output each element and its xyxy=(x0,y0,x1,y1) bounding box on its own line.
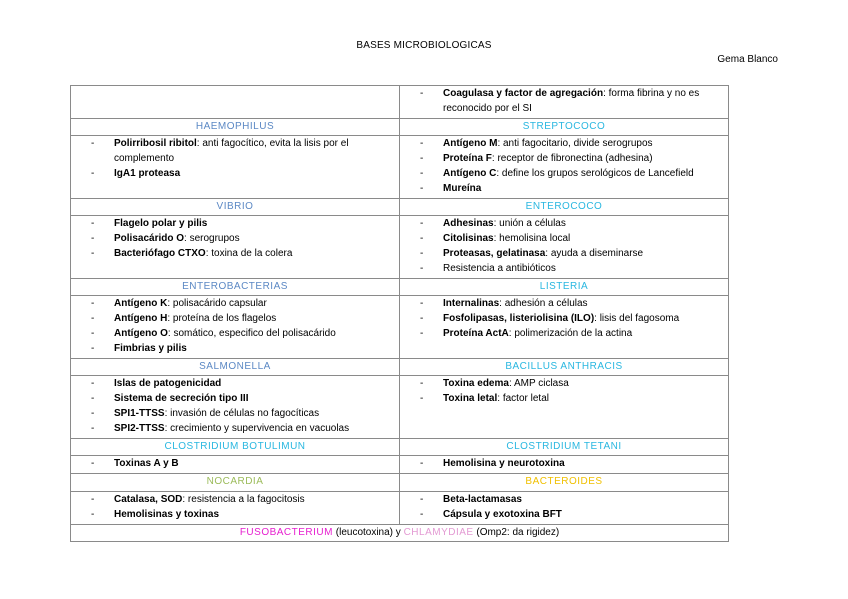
factor-term: SPI1-TTSS xyxy=(114,407,165,419)
bacillus-anthracis-cell xyxy=(400,376,729,438)
list-item xyxy=(71,422,395,437)
factor-term: Antígeno H xyxy=(114,313,168,325)
intro-right-list xyxy=(400,87,728,117)
list-item xyxy=(400,167,724,182)
list-item xyxy=(71,232,395,247)
factor-description: : forma fibrina y no es reconocido por el SI xyxy=(443,88,700,114)
salmonella-cell xyxy=(71,376,400,438)
factor-term: Fimbrias y pilis xyxy=(114,342,187,354)
list-item xyxy=(400,392,724,407)
factor-term: Internalinas xyxy=(443,298,500,310)
list-item xyxy=(400,297,724,312)
nocardia-header: NOCARDIA xyxy=(71,474,400,492)
list-item xyxy=(400,457,724,472)
bacteroides-list xyxy=(400,493,728,523)
salmonella-header: SALMONELLA xyxy=(71,358,400,376)
clostridium-botulimun-header: CLOSTRIDIUM BOTULIMUN xyxy=(71,438,400,456)
list-item xyxy=(400,377,724,392)
section-content-row xyxy=(71,376,729,438)
factor-description: : polimerización de la actina xyxy=(508,327,633,339)
section-content-row xyxy=(71,216,729,278)
factor-term: Hemolisina y neurotoxina xyxy=(443,458,565,470)
author-name: Gema Blanco xyxy=(717,54,778,65)
enterococo-cell xyxy=(400,216,729,278)
factor-term: Adhesinas xyxy=(443,218,494,230)
listeria-cell xyxy=(400,296,729,358)
haemophilus-cell xyxy=(71,136,400,198)
list-item xyxy=(71,493,395,508)
factor-term: Polisacárido O xyxy=(114,233,185,245)
list-item xyxy=(400,247,724,262)
factor-description: : anti fagocitario, divide serogrupos xyxy=(497,138,653,150)
list-item xyxy=(400,262,724,277)
footer-text-1: (leucotoxina) y xyxy=(332,526,404,538)
factor-term: Catalasa, SOD xyxy=(114,493,183,505)
factor-term: Toxinas A y B xyxy=(114,458,179,470)
streptococo-list xyxy=(400,137,728,196)
chlamydiae-label: CHLAMYDIAE xyxy=(403,526,474,538)
list-item xyxy=(71,377,395,392)
document-title: BASES MICROBIOLOGICAS xyxy=(356,40,492,51)
factor-term: Flagelo polar y pilis xyxy=(114,218,208,230)
factor-term: IgA1 proteasa xyxy=(114,167,181,179)
bacteroides-header: BACTEROIDES xyxy=(400,474,729,492)
factor-term: Bacteriófago CTXO xyxy=(114,247,206,259)
factor-term: Coagulasa y factor de agregación xyxy=(443,88,604,99)
bacillus-anthracis-header: BACILLUS ANTHRACIS xyxy=(400,358,729,376)
factor-description: : receptor de fibronectina (adhesina) xyxy=(491,153,653,165)
factor-description: : serogrupos xyxy=(184,233,240,245)
section-content-row xyxy=(71,491,729,524)
factor-term: Citolisinas xyxy=(443,233,494,245)
factor-description: Resistencia a antibióticos xyxy=(443,262,556,274)
list-item xyxy=(400,327,724,342)
intro-right-cell xyxy=(400,86,729,119)
list-item xyxy=(71,167,395,182)
list-item xyxy=(400,152,724,167)
factor-description: : crecimiento y supervivencia en vacuolas xyxy=(164,422,350,434)
factor-description: : factor letal xyxy=(497,393,549,405)
list-item xyxy=(71,392,395,407)
intro-left-cell xyxy=(71,86,400,119)
factor-term: Proteína F xyxy=(443,153,492,165)
factor-description: : adhesión a células xyxy=(499,298,588,310)
nocardia-list xyxy=(71,493,399,523)
virulence-factors-table xyxy=(70,85,729,542)
section-header-row xyxy=(71,118,729,136)
factor-description: : proteína de los flagelos xyxy=(167,313,277,325)
footer-cell xyxy=(71,524,729,542)
section-header-row xyxy=(71,278,729,296)
vibrio-cell xyxy=(71,216,400,278)
clostridium-botulimun-list xyxy=(71,457,399,472)
factor-description: : ayuda a diseminarse xyxy=(545,247,644,259)
list-item xyxy=(71,327,395,342)
list-item xyxy=(71,342,395,357)
factor-description: : lisis del fagosoma xyxy=(594,313,680,325)
footer-row xyxy=(71,524,729,542)
factor-description: : somático, especifico del polisacárido xyxy=(167,327,336,339)
nocardia-cell xyxy=(71,491,400,524)
list-item xyxy=(71,407,395,422)
haemophilus-list xyxy=(71,137,399,181)
streptococo-header: STREPTOCOCO xyxy=(400,118,729,136)
list-item xyxy=(400,217,724,232)
streptococo-cell xyxy=(400,136,729,198)
clostridium-tetani-cell xyxy=(400,456,729,474)
factor-description: : invasión de células no fagocíticas xyxy=(164,407,320,419)
list-item xyxy=(71,297,395,312)
factor-term: Mureína xyxy=(443,182,482,194)
bacillus-anthracis-list xyxy=(400,377,728,407)
factor-description: : hemolisina local xyxy=(493,233,571,245)
factor-term: Toxina edema xyxy=(443,378,509,390)
list-item xyxy=(400,508,724,523)
factor-term: Polirribosil ribitol xyxy=(114,138,197,150)
factor-term: Toxina letal xyxy=(443,393,498,405)
list-item xyxy=(400,137,724,152)
factor-description: : polisacárido capsular xyxy=(167,298,267,310)
list-item xyxy=(400,312,724,327)
factor-description: : resistencia a la fagocitosis xyxy=(182,493,305,505)
bacteroides-cell xyxy=(400,491,729,524)
factor-description: : toxina de la colera xyxy=(205,247,293,259)
fusobacterium-label: FUSOBACTERIUM xyxy=(239,526,333,538)
clostridium-botulimun-cell xyxy=(71,456,400,474)
factor-term: SPI2-TTSS xyxy=(114,422,165,434)
section-content-row xyxy=(71,136,729,198)
factor-term: Proteasas, gelatinasa xyxy=(443,247,546,259)
factor-term: Hemolisinas y toxinas xyxy=(114,508,220,520)
section-header-row xyxy=(71,198,729,216)
list-item xyxy=(71,312,395,327)
list-item xyxy=(71,137,395,167)
list-item xyxy=(400,232,724,247)
clostridium-tetani-list xyxy=(400,457,728,472)
factor-term: Cápsula y exotoxina BFT xyxy=(443,508,562,520)
haemophilus-header: HAEMOPHILUS xyxy=(71,118,400,136)
enterobacterias-list xyxy=(71,297,399,356)
section-header-row xyxy=(71,358,729,376)
vibrio-list xyxy=(71,217,399,261)
factor-term: Antígeno C xyxy=(443,167,497,179)
listeria-header: LISTERIA xyxy=(400,278,729,296)
list-item xyxy=(400,182,724,197)
factor-description: : define los grupos serológicos de Lancefield xyxy=(496,167,694,179)
list-item xyxy=(71,247,395,262)
factor-description: : unión a células xyxy=(493,218,566,230)
footer-text-2: (Omp2: da rigidez) xyxy=(473,526,560,538)
vibrio-header: VIBRIO xyxy=(71,198,400,216)
clostridium-tetani-header: CLOSTRIDIUM TETANI xyxy=(400,438,729,456)
section-header-row xyxy=(71,474,729,492)
intro-row xyxy=(71,86,729,119)
listeria-list xyxy=(400,297,728,341)
list-item xyxy=(400,493,724,508)
section-content-row xyxy=(71,456,729,474)
enterobacterias-cell xyxy=(71,296,400,358)
enterococo-list xyxy=(400,217,728,276)
list-item xyxy=(71,457,395,472)
factor-description: : anti fagocítico, evita la lisis por el complemento xyxy=(114,138,349,165)
factor-term: Sistema de secreción tipo III xyxy=(114,393,249,405)
enterobacterias-header: ENTEROBACTERIAS xyxy=(71,278,400,296)
factor-term: Proteína ActA xyxy=(443,327,509,339)
list-item xyxy=(71,217,395,232)
section-header-row xyxy=(71,438,729,456)
salmonella-list xyxy=(71,377,399,436)
factor-term: Antígeno K xyxy=(114,298,168,310)
list-item xyxy=(400,87,724,117)
factor-term: Fosfolipasas, listeriolisina (ILO) xyxy=(443,313,595,325)
list-item xyxy=(71,508,395,523)
factor-term: Antígeno O xyxy=(114,327,168,339)
section-content-row xyxy=(71,296,729,358)
factor-description: : AMP ciclasa xyxy=(508,378,569,390)
factor-term: Beta-lactamasas xyxy=(443,493,522,505)
enterococo-header: ENTEROCOCO xyxy=(400,198,729,216)
factor-term: Antígeno M xyxy=(443,138,498,150)
factor-term: Islas de patogenicidad xyxy=(114,378,222,390)
